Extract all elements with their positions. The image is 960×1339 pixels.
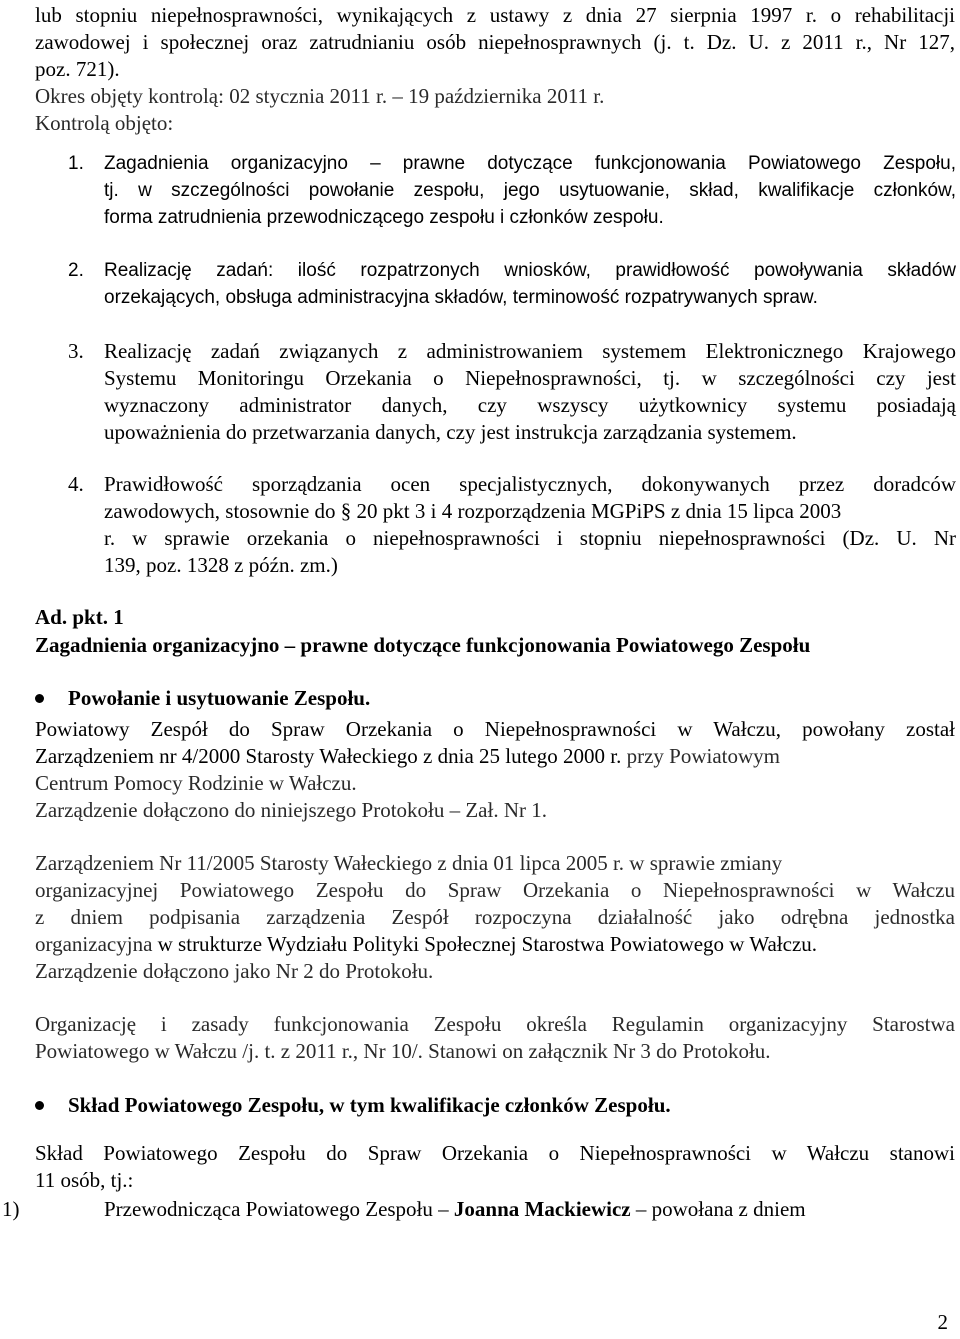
para2-line-1: [35, 850, 782, 876]
scope-item-1-line-1: Zagadnienia organizacyjno – prawne dotyczące funkcjonowania Powiatowego Zespołu,: [104, 153, 956, 174]
para2-line-1b: w sprawie zmiany: [624, 851, 783, 875]
scope-item-4-line-2b: 20 pkt 3 i 4 rozporządzenia MGPiPS z dnia 15 lipca 2003: [356, 499, 842, 523]
para3-line-1: Organizację i zasady funkcjonowania Zespołu określa Regulamin organizacyjny Starostwa: [35, 1012, 955, 1036]
scope-item-1-line-2: tj. w szczególności powołanie zespołu, jego usytuowanie, skład, kwalifikacje członków,: [104, 180, 956, 201]
scope-item-4-line-2: [104, 498, 841, 524]
section-title: Zagadnienia organizacyjno – prawne dotyczące funkcjonowania Powiatowego Zespołu: [35, 633, 811, 657]
member-1-line: [104, 1196, 806, 1222]
scope-item-1-line-3: forma zatrudnienia przewodniczącego zespołu i członków zespołu.: [104, 207, 664, 228]
bullet-heading-composition: Skład Powiatowego Zespołu, w tym kwalifikacje członków Zespołu.: [68, 1093, 671, 1117]
intro-line-1: lub stopniu niepełnosprawności, wynikających z ustawy z dnia 27 sierpnia 1997 r. o rehabilitacji: [35, 3, 955, 27]
scope-item-1-number: 1.: [68, 153, 84, 174]
para3-line-2: Powiatowego w Wałczu /j. t. z 2011 r., Nr 10/. Stanowi on załącznik Nr 3 do Protokołu.: [35, 1039, 771, 1063]
member-1-name: Joanna Mackiewicz: [453, 1197, 631, 1221]
bullet-heading-appointment: Powołanie i usytuowanie Zespołu.: [68, 686, 371, 710]
scope-item-2-number: 2.: [68, 260, 84, 281]
bullet-point: [35, 694, 44, 703]
member-1-appointed: – powołana z dniem: [630, 1197, 806, 1221]
para1-line-2a: Zarządzeniem nr 4/2000 Starosty Wałeckiego z dnia 25 lutego 2000 r.: [35, 744, 622, 768]
scope-item-4-line-3: r. w sprawie orzekania o niepełnosprawności i stopniu niepełnosprawności (Dz. U. Nr: [104, 526, 956, 550]
para1-line-1: Powiatowy Zespół do Spraw Orzekania o Niepełnosprawności w Wałczu, powołany został: [35, 717, 955, 741]
scope-item-4-number: 4.: [68, 472, 84, 496]
para1-line-3: Centrum Pomocy Rodzinie w Wałczu.: [35, 771, 357, 795]
scope-item-2-line-1: Realizację zadań: ilość rozpatrzonych wniosków, prawidłowość powoływania składów: [104, 260, 956, 281]
bullet-point: [35, 1101, 44, 1110]
scope-item-4-line-4: 139, poz. 1328 z późn. zm.): [104, 553, 338, 577]
para2-line-1a: Zarządzeniem Nr 11/2005 Starosty Wałeckiego z dnia 01 lipca 2005 r.: [35, 851, 625, 875]
member-1-number: 1): [2, 1197, 20, 1221]
para2-line-4a: organizacyjna: [35, 932, 158, 956]
intro-line-2: zawodowej i społecznej oraz zatrudnianiu osób niepełnosprawnych (j. t. Dz. U. z 2011 r., Nr 127,: [35, 30, 955, 54]
section-symbol: §: [340, 499, 352, 523]
para4-line-1: Skład Powiatowego Zespołu do Spraw Orzekania o Niepełnosprawności w Wałczu stanowi: [35, 1141, 955, 1165]
member-1-role: Przewodnicząca Powiatowego Zespołu –: [104, 1197, 454, 1221]
para1-line-2: [35, 743, 780, 769]
para1-line-2b: przy Powiatowym: [621, 744, 780, 768]
scope-item-3-line-3: wyznaczony administrator danych, czy wszyscy użytkownicy systemu posiadają: [104, 393, 956, 417]
ad-pkt-heading: Ad. pkt. 1: [35, 605, 124, 629]
para1-line-4: Zarządzenie dołączono do niniejszego Protokołu – Zał. Nr 1.: [35, 798, 547, 822]
para4-line-2: 11 osób, tj.:: [35, 1168, 134, 1192]
scope-item-2-line-2: orzekających, obsługa administracyjna składów, terminowość rozpatrywanych spraw.: [104, 287, 818, 308]
scope-item-3-number: 3.: [68, 339, 84, 363]
scope-item-3-line-1: Realizację zadań związanych z administrowaniem systemem Elektronicznego Krajowego: [104, 339, 956, 363]
para2-line-2: organizacyjnej Powiatowego Zespołu do Spraw Orzekania o Niepełnosprawności w Wałczu: [35, 878, 955, 902]
para2-line-5: Zarządzenie dołączono jako Nr 2 do Protokołu.: [35, 959, 434, 983]
scope-item-4-line-1: Prawidłowość sporządzania ocen specjalistycznych, dokonywanych przez doradców: [104, 472, 956, 496]
para2-line-3: z dniem podpisania zarządzenia Zespół rozpoczyna działalność jako odrębna jednostka: [35, 905, 955, 929]
scope-item-3-line-4: upoważnienia do przetwarzania danych, czy jest instrukcja zarządzania systemem.: [104, 420, 797, 444]
scope-label: Kontrolą objęto:: [35, 111, 174, 135]
intro-line-3: poz. 721).: [35, 57, 120, 81]
para2-line-4: [35, 931, 817, 957]
scope-item-4-line-2a: zawodowych, stosownie do: [104, 499, 336, 523]
para2-line-4b: w strukturze Wydziału Polityki Społecznej Starostwa Powiatowego w Wałczu.: [157, 932, 818, 956]
page-number: 2: [937, 1310, 948, 1334]
inspection-period: Okres objęty kontrolą: 02 stycznia 2011 r. – 19 października 2011 r.: [35, 84, 605, 108]
scope-item-3-line-2: Systemu Monitoringu Orzekania o Niepełnosprawności, tj. w szczególności czy jest: [104, 366, 956, 390]
